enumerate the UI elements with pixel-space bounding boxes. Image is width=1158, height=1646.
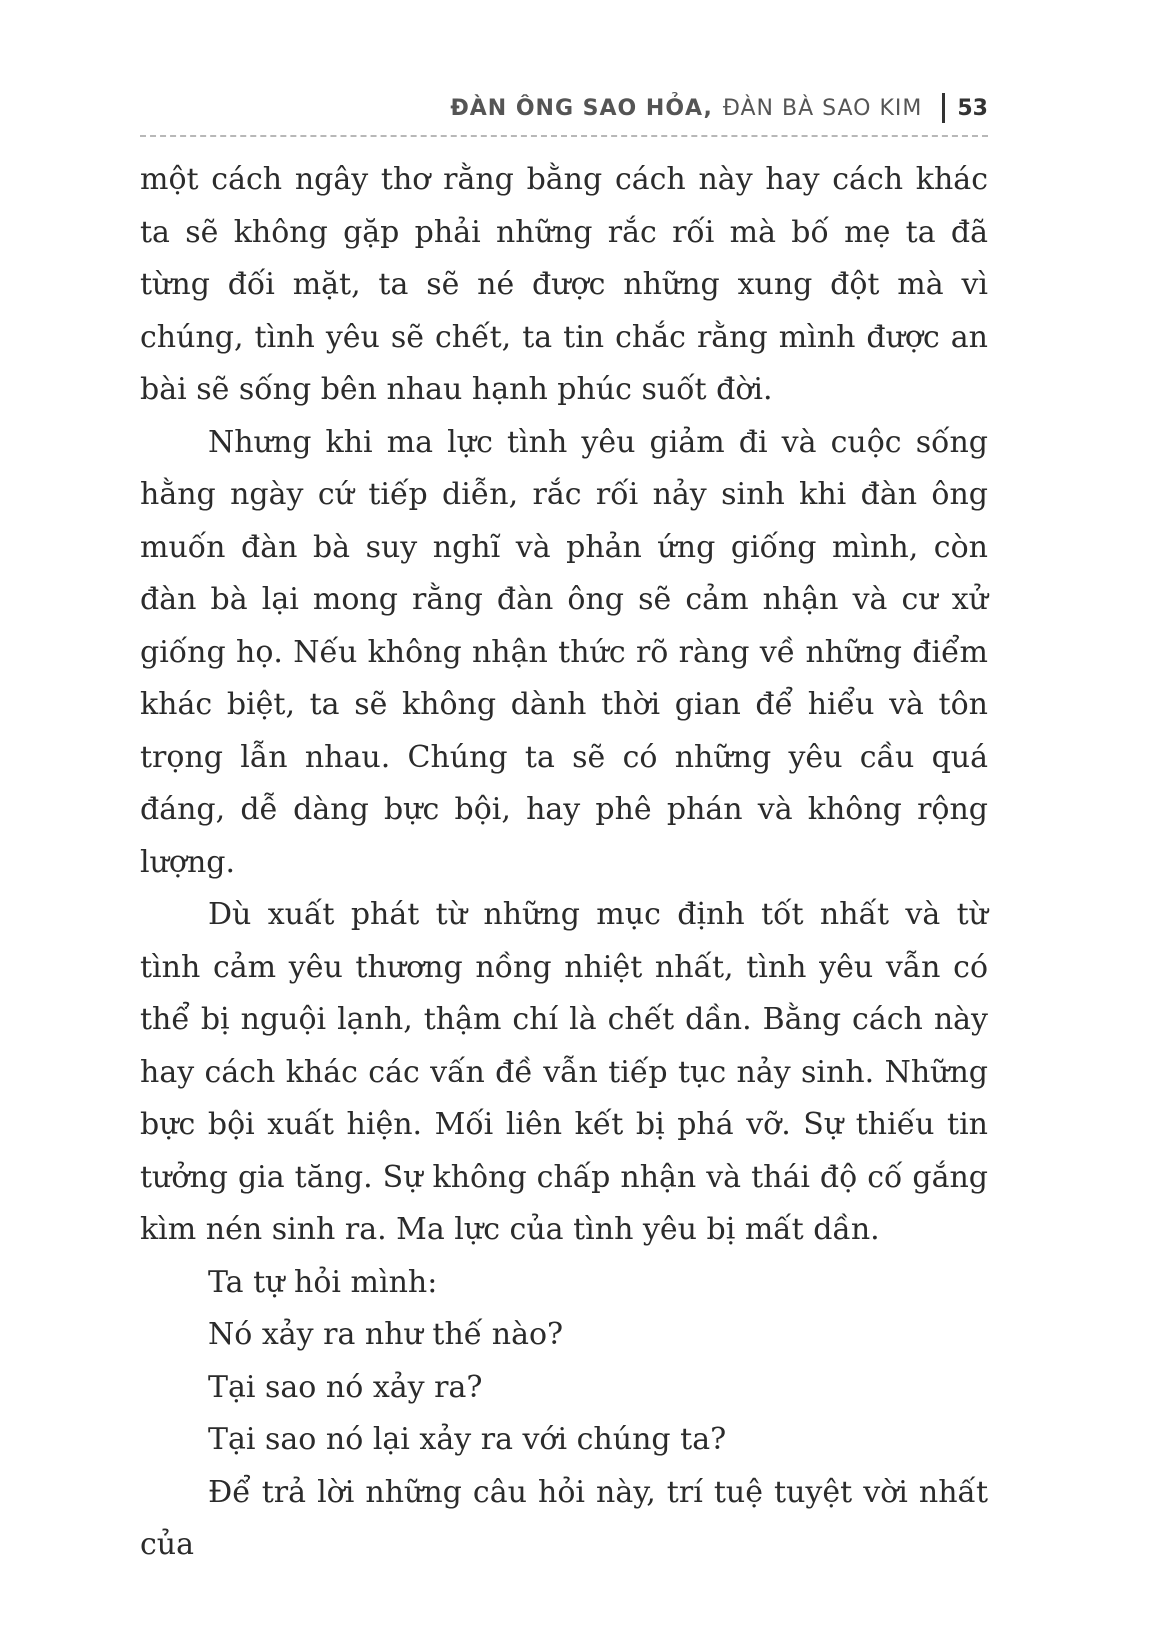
paragraph: Tại sao nó lại xảy ra với chúng ta? <box>208 1422 727 1457</box>
running-header <box>140 88 988 128</box>
paragraph: Nhưng khi ma lực tình yêu giảm đi và cuộc sống hằng ngày cứ tiếp diễn, rắc rối nảy sinh khi đàn ông muốn đàn bà suy nghĩ và phản ứng giống mình, còn đàn bà lại mong rằng đàn ông sẽ cảm nhận và cư xử giống họ. Nếu không nhận thức rõ ràng về những điểm khác biệt, ta sẽ không dành thời gian để hiểu và tôn trọng lẫn nhau. Chúng ta sẽ có những yêu cầu quá đáng, dễ dàng bực bội, hay phê phán và không rộng lượng. <box>140 424 988 880</box>
paragraph: một cách ngây thơ rằng bằng cách này hay cách khác ta sẽ không gặp phải những rắc rối mà bố mẹ ta đã từng đối mặt, ta sẽ né được những xung đột mà vì chúng, tình yêu sẽ chết, ta tin chắc rằng mình được an bài sẽ sống bên nhau hạnh phúc suốt đời. <box>140 162 988 407</box>
paragraph: Để trả lời những câu hỏi này, trí tuệ tuyệt vời nhất của <box>140 1474 988 1562</box>
paragraph: Dù xuất phát từ những mục định tốt nhất và từ tình cảm yêu thương nồng nhiệt nhất, tình yêu vẫn có thể bị nguội lạnh, thậm chí là chết dần. Bằng cách này hay cách khác các vấn đề vẫn tiếp tục nảy sinh. Những bực bội xuất hiện. Mối liên kết bị phá vỡ. Sự thiếu tin tưởng gia tăng. Sự không chấp nhận và thái độ cố gắng kìm nén sinh ra. Ma lực của tình yêu bị mất dần. <box>140 897 988 1247</box>
page-number: 53 <box>957 95 988 121</box>
paragraph: Nó xảy ra như thế nào? <box>208 1317 564 1352</box>
header-separator <box>942 93 945 123</box>
paragraph: Tại sao nó xảy ra? <box>208 1369 483 1405</box>
page-body <box>140 154 988 1572</box>
book-title-bold: ĐÀN ÔNG SAO HỎA, <box>450 95 713 121</box>
book-title-light: ĐÀN BÀ SAO KIM <box>722 95 923 121</box>
paragraph: Ta tự hỏi mình: <box>208 1264 438 1300</box>
header-divider <box>140 135 988 137</box>
